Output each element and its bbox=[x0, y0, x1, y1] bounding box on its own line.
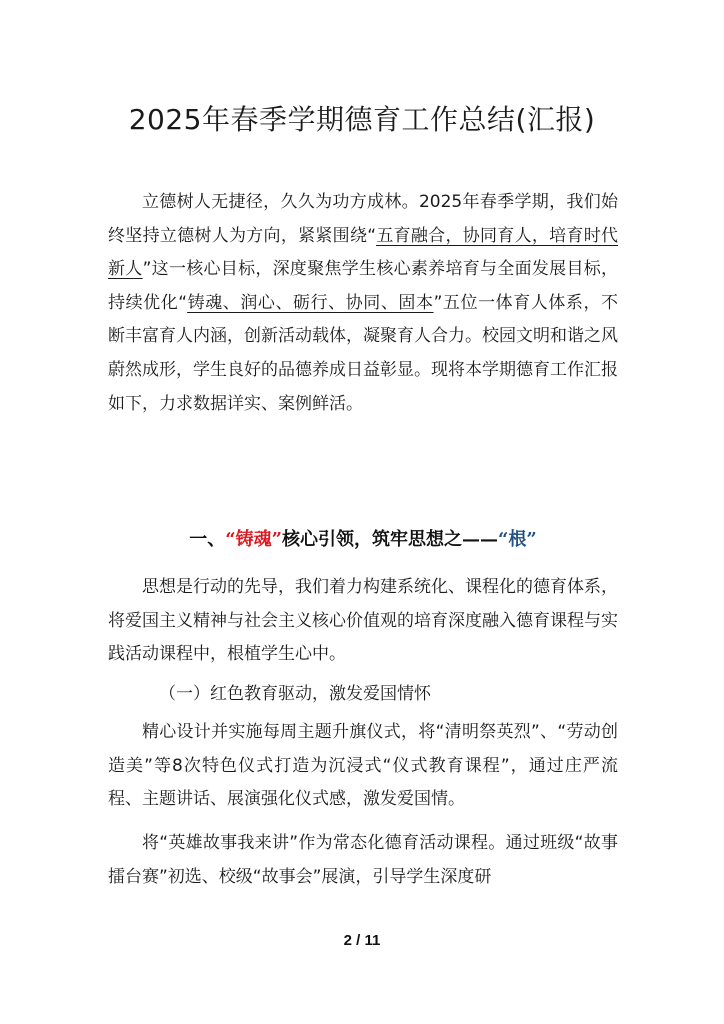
subsection-heading-1: （一）红色教育驱动，激发爱国情怀 bbox=[159, 684, 431, 704]
document-title: 2025年春季学期德育工作总结(汇报) bbox=[128, 103, 596, 136]
section-heading-keyword-soul: “铸魂” bbox=[225, 529, 282, 550]
intro-text-3: ”五位一体育人体系，不断丰富育人内涵，创新活动载体，凝聚育人合力。校园文明和谐之风蔚然成形，学生良好的品德养成日益彰显。现将本学期德育工作汇报如下，力求数据详实、案例鲜活。 bbox=[108, 292, 619, 414]
section1-paragraph-1: 思想是行动的先导，我们着力构建系统化、课程化的德育体系，将爱国主义精神与社会主义核心价值观的培育深度融入德育课程与实践活动课程中，根植学生心中。 bbox=[108, 577, 618, 665]
section-heading-middle: 核心引领，筑牢思想之—— bbox=[282, 529, 498, 550]
intro-paragraph bbox=[108, 186, 618, 421]
intro-text-2: ”这一核心目标，深度聚焦学生核心素养培育与全面发展目标，持续优化“ bbox=[108, 259, 619, 313]
section1-paragraph-2: 精心设计并实施每周主题升旗仪式，将“清明祭英烈”、“劳动创造美”等8次特色仪式打造为沉浸式“仪式教育课程”，通过庄严流程、主题讲话、展演强化仪式感，激发爱国情。 bbox=[108, 722, 618, 810]
section-heading-1 bbox=[108, 525, 618, 555]
intro-underline-system: 铸魂、润心、砺行、协同、固本 bbox=[187, 292, 434, 313]
intro-underline-goal: 五育融合，协同育人，培育时代新人 bbox=[108, 225, 618, 280]
page-number: 2 / 11 bbox=[343, 932, 381, 949]
section-heading-keyword-root: “根” bbox=[498, 529, 537, 550]
intro-text-1: 立德树人无捷径，久久为功方成林。2025年春季学期，我们始终坚持立德树人为方向，紧紧围绕“ bbox=[108, 192, 618, 246]
section-heading-prefix: 一、 bbox=[189, 529, 226, 550]
section1-paragraph-3: 将“英雄故事我来讲”作为常态化德育活动课程。通过班级“故事擂台赛”初选、校级“故事会”展演，引导学生深度研 bbox=[108, 833, 618, 887]
